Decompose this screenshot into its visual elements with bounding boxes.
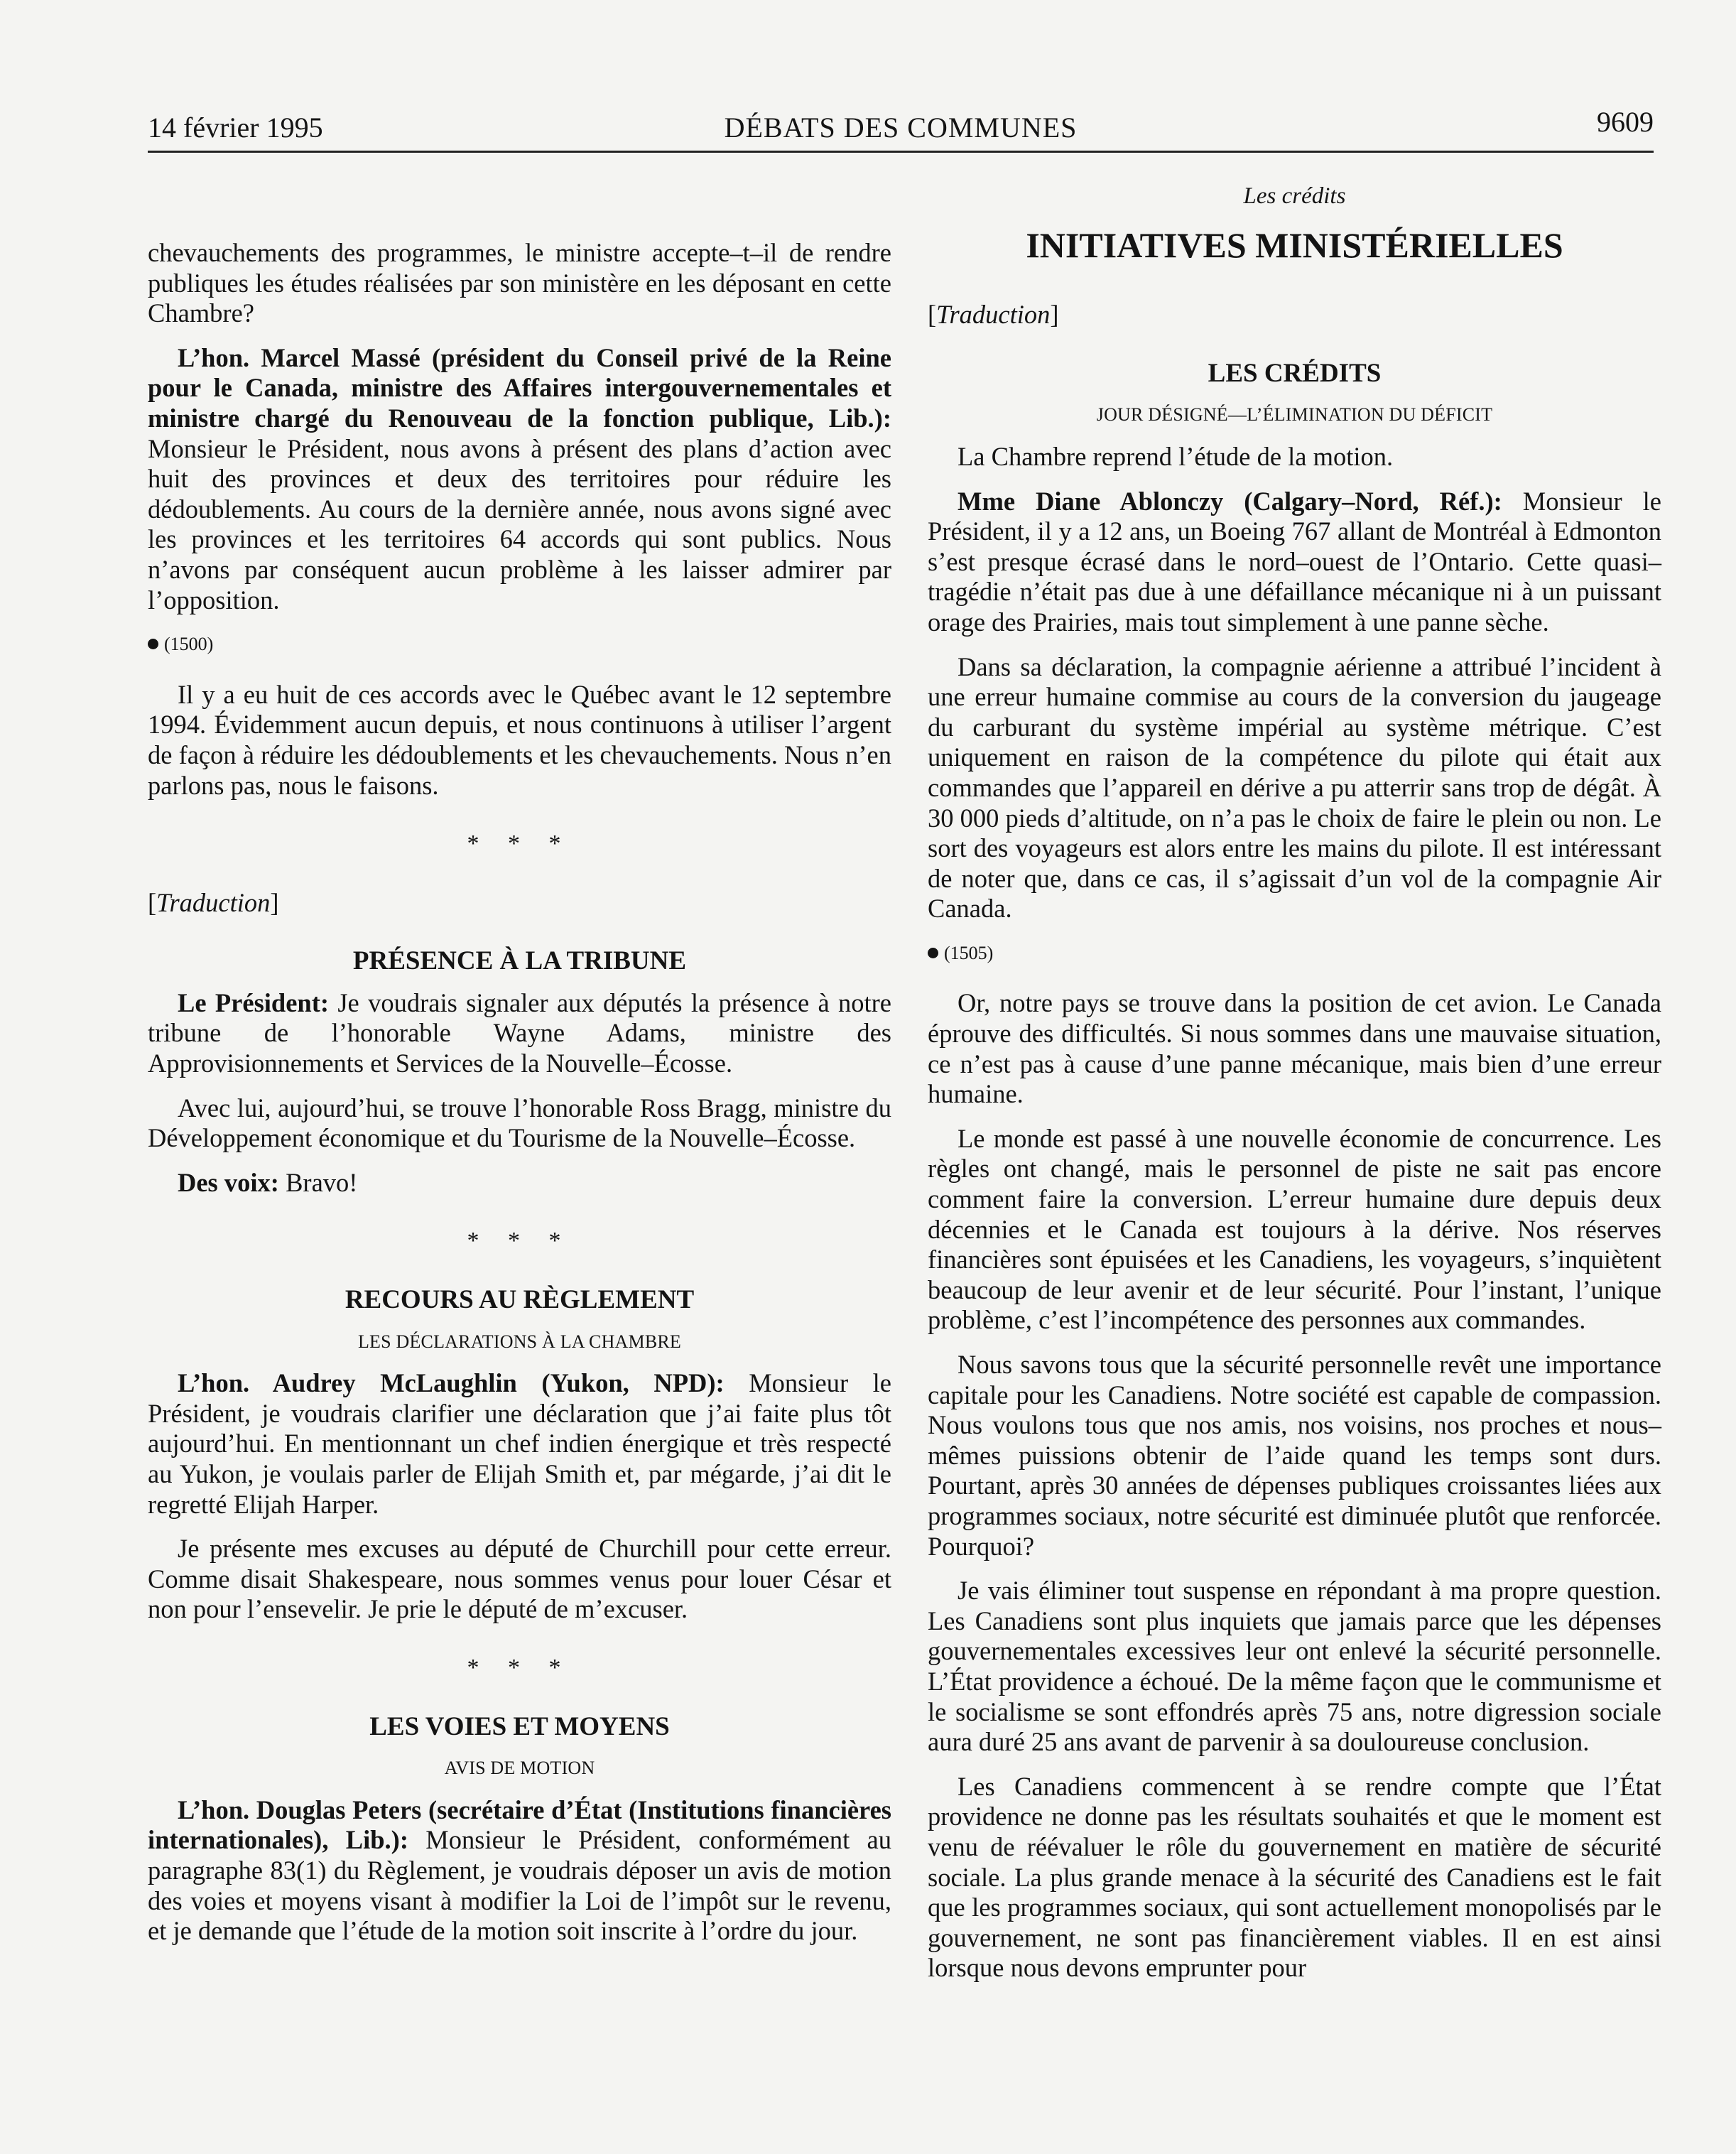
paragraph: Nous savons tous que la sécurité personnelle revêt une importance capitale pour les Canadiens. Notre société est capable de compassion. Nous voulons tous que nos amis, nos voisins, nos proches et nous–mêmes puissions obtenir de l’aide quand les temps sont durs. Pourtant, après 30 années de dépenses publiques croissantes liées aux programmes sociaux, notre sécurité est diminuée plutôt que renforcée. Pourquoi? <box>928 1350 1661 1561</box>
time-marker <box>148 629 891 660</box>
speaker-name: L’hon. Douglas Peters (secrétaire d’État (Institutions financières internationales), Lib.): <box>148 1795 891 1855</box>
time-marker-text: (1500) <box>164 634 214 655</box>
major-heading: INITIATIVES MINISTÉRIELLES <box>1026 224 1563 265</box>
header-date: 14 février 1995 <box>148 112 323 144</box>
paragraph: Je vais éliminer tout suspense en répondant à ma propre question. Les Canadiens sont plus inquiets que jamais parce que les dépenses gouvernementales excessives leur ont enlevé la sécurité personnelle. L’État providence a échoué. De la même façon que le communisme et le socialisme se sont effondrés après 75 ans, notre digression sociale aura duré 25 ans avant de parvenir à sa douloureuse conclusion. <box>928 1576 1661 1757</box>
paragraph: Je présente mes excuses au député de Churchill pour cette erreur. Comme disait Shakespeare, nous sommes venus pour louer César et non pour l’ensevelir. Je prie le député de m’excuser. <box>148 1534 891 1624</box>
paragraph: Avec lui, aujourd’hui, se trouve l’honorable Ross Bragg, ministre du Développement économique et du Tourisme de la Nouvelle–Écosse. <box>148 1093 891 1153</box>
time-marker <box>928 938 1661 969</box>
section-subheading: AVIS DE MOTION <box>444 1758 595 1779</box>
speaker-name: L’hon. Marcel Massé (président du Conseil privé de la Reine pour le Canada, ministre des Affaires intergouvernementales et ministre chargé du Renouveau de la fonction publique, Lib.): <box>148 342 891 433</box>
paragraph: chevauchements des programmes, le ministre accepte–t–il de rendre publiques les études réalisées par son ministère en les déposant en cette Chambre? <box>148 238 891 328</box>
speaker-name: Mme Diane Ablonczy (Calgary–Nord, Réf.): <box>957 486 1502 516</box>
paragraph <box>148 1168 891 1198</box>
paragraph <box>148 1368 891 1520</box>
speaker-name: Le Président: <box>178 987 330 1017</box>
paragraph <box>148 1795 891 1947</box>
paragraph: Dans sa déclaration, la compagnie aérienne a attribué l’incident à une erreur humaine commise au cours de la conversion du jaugeage du carburant du système impérial au système métrique. C’est uniquement en raison de la compétence du pilote qui était aux commandes que l’appareil en dérive a pu atterrir sans trop de dégât. À 30 000 pieds d’altitude, on n’a pas le choix de faire le plein ou non. Le sort des voyageurs est alors entre les mains du pilote. Il est intéressant de noter que, dans ce cas, il s’agissait d’un vol de la compagnie Air Canada. <box>928 651 1661 924</box>
paragraph: Il y a eu huit de ces accords avec le Québec avant le 12 septembre 1994. Évidemment aucun depuis, et nous continuons à utiliser l’argent de façon à réduire les dédoublements et les chevauchements. Nous n’en parlons pas, nous le faisons. <box>148 679 891 800</box>
time-marker-text: (1505) <box>944 942 994 963</box>
section-subheading: LES DÉCLARATIONS À LA CHAMBRE <box>357 1331 682 1352</box>
bullet-icon <box>928 948 938 958</box>
paragraph <box>928 487 1661 638</box>
section-separator: * * * <box>467 830 573 857</box>
section-separator: * * * <box>467 1228 573 1255</box>
paragraph: Les Canadiens commencent à se rendre compte que l’État providence ne donne pas les résultats souhaités et que le moment est venu de réévaluer le rôle du gouvernement en matière de sécurité sociale. La plus grande menace à la sécurité des Canadiens est le fait que les programmes sociaux, qui sont actuellement monopolisés par le gouvernement, ne sont pas financièrement viables. Il en est ainsi lorsque nous devons emprunter pour <box>928 1771 1661 1983</box>
section-separator: * * * <box>467 1654 573 1681</box>
speaker-name: L’hon. Audrey McLaughlin (Yukon, NPD): <box>178 1368 725 1398</box>
paragraph: Or, notre pays se trouve dans la position de cet avion. Le Canada éprouve des difficultés. Si nous sommes dans une mauvaise situation, ce n’est pas à cause d’une panne mécanique, mais bien d’une erreur humaine. <box>928 988 1661 1109</box>
header-page-number: 9609 <box>1597 106 1654 138</box>
speech-text: Monsieur le Président, je voudrais clarifier une déclaration que j’ai faite plus tôt aujourd’hui. En mentionnant un chef indien énergique et très respecté au Yukon, je voulais parler de Elijah Smith et, par mégarde, j’ai dit le regretté Elijah Harper. <box>148 1368 892 1519</box>
section-heading: RECOURS AU RÈGLEMENT <box>345 1285 695 1315</box>
translation-note: [Traduction] <box>148 887 279 917</box>
header-title: DÉBATS DES COMMUNES <box>724 112 1078 144</box>
section-subheading: JOUR DÉSIGNÉ—L’ÉLIMINATION DU DÉFICIT <box>1096 404 1493 426</box>
translation-label: Traduction <box>936 300 1051 330</box>
speech-text: Bravo! <box>278 1167 358 1197</box>
paragraph <box>148 988 891 1079</box>
speech-text: Monsieur le Président, conformément au paragraphe 83(1) du Règlement, je voudrais déposer un avis de motion des voies et moyens visant à modifier la Loi de l’impôt sur le revenu, et je demande que l’étude de la motion soit inscrite à l’ordre du jour. <box>148 1825 892 1946</box>
left-column <box>148 238 891 1961</box>
bullet-icon <box>148 639 158 649</box>
translation-label: Traduction <box>156 887 271 917</box>
translation-note: [Traduction] <box>928 300 1059 330</box>
paragraph: Le monde est passé à une nouvelle économie de concurrence. Les règles ont changé, mais le personnel de piste ne sait pas encore comment faire la conversion. L’erreur humaine dure depuis deux décennies et le Canada est toujours à la dérive. Nos réserves financières sont épuisées et les Canadiens, les voyageurs, s’inquiètent beaucoup de leur avenir et de leur sécurité. Pour l’instant, l’unique problème, c’est l’incompétence des personnes aux commandes. <box>928 1123 1661 1335</box>
running-head: Les crédits <box>1243 183 1346 209</box>
page-header <box>148 107 1654 153</box>
speech-text: Monsieur le Président, il y a 12 ans, un Boeing 767 allant de Montréal à Edmonton s’est presque écrasé dans le nord–ouest de l’Ontario. Cette quasi–tragédie n’était pas due à une défaillance mécanique ni à un puissant orage des Prairies, mais tout simplement à une panne sèche. <box>928 486 1662 637</box>
section-heading: LES VOIES ET MOYENS <box>369 1711 670 1741</box>
speaker-name: Des voix: <box>178 1167 279 1197</box>
section-heading: LES CRÉDITS <box>1208 358 1382 388</box>
paragraph <box>148 343 891 615</box>
section-heading: PRÉSENCE À LA TRIBUNE <box>352 946 687 976</box>
paragraph: La Chambre reprend l’étude de la motion. <box>957 441 1394 471</box>
speech-text: Je voudrais signaler aux députés la présence à notre tribune de l’honorable Wayne Adams, ministre des Approvisionnements et Services de la Nouvelle–Écosse. <box>148 987 891 1078</box>
right-column <box>928 181 1661 1998</box>
speech-text: Monsieur le Président, nous avons à présent des plans d’action avec huit des provinces et deux des territoires pour réduire les dédoublements. Au cours de la dernière année, nous avons signé avec les provinces et les territoires 64 accords qui sont publics. Nous n’avons par conséquent aucun problème à les laisser admirer par l’opposition. <box>148 433 891 615</box>
